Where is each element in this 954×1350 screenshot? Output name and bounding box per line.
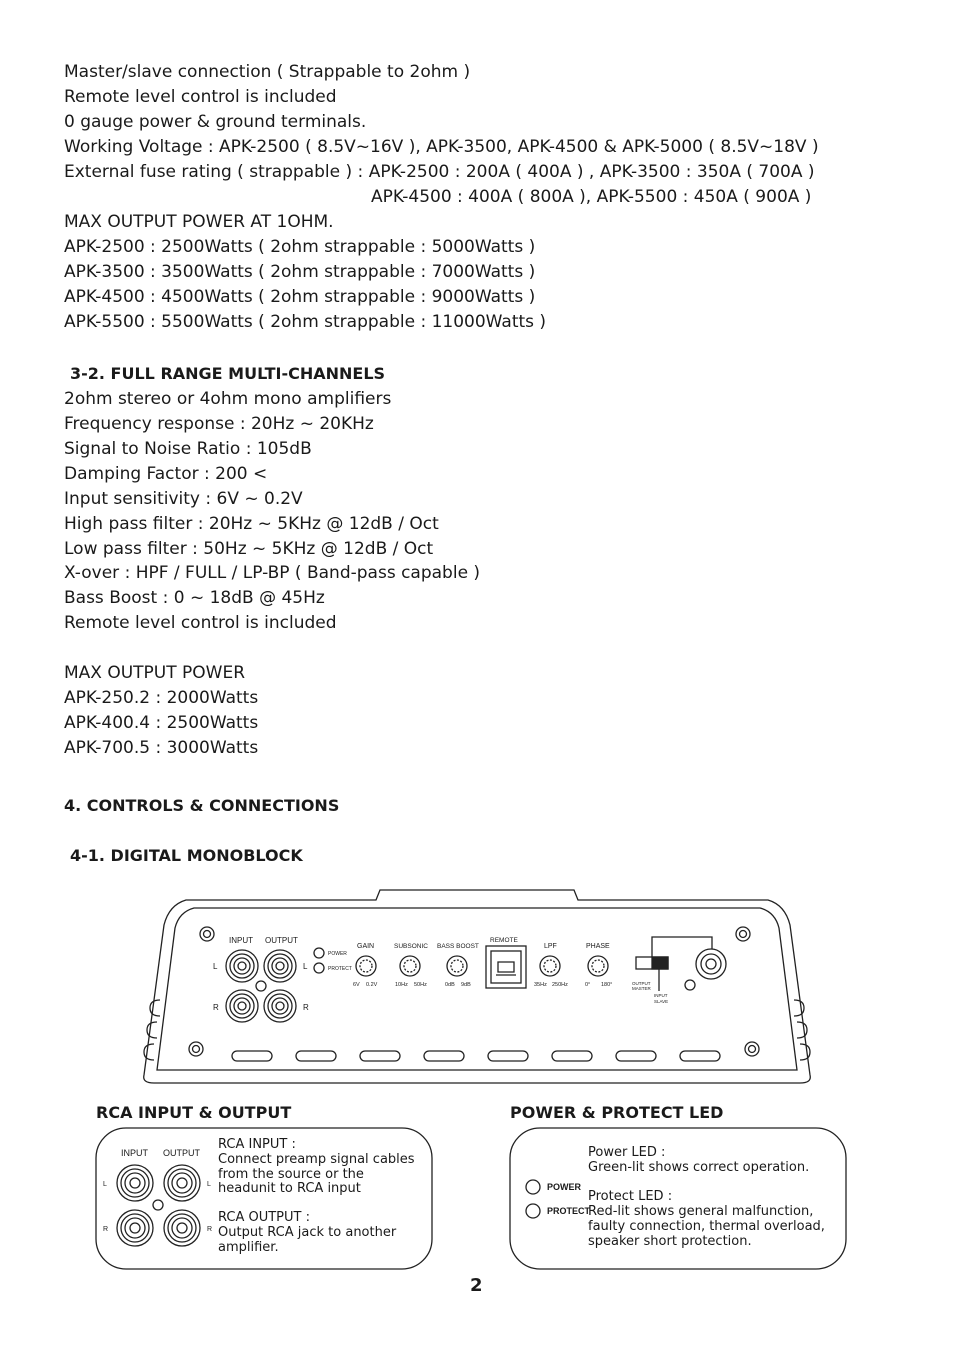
power-line: APK-250.2 : 2000Watts — [64, 688, 259, 708]
page-number: 2 — [470, 1275, 483, 1296]
spec-line: Input sensitivity : 6V ~ 0.2V — [64, 489, 303, 509]
panel-bb-max: 9dB — [461, 982, 471, 988]
section-heading-3-2: 3-2. FULL RANGE MULTI-CHANNELS — [70, 364, 386, 383]
panel-input-label: INPUT — [229, 936, 253, 945]
spec-line: Signal to Noise Ratio : 105dB — [64, 439, 312, 459]
rca-box-r-label: R — [103, 1226, 109, 1233]
rca-box-title: RCA INPUT & OUTPUT — [96, 1103, 292, 1122]
rca-box-text: Connect preamp signal cables — [218, 1152, 415, 1167]
spec-line: Damping Factor : 200 < — [64, 464, 268, 484]
panel-sub-min: 10Hz — [395, 982, 408, 988]
panel-bass-boost-label: BASS BOOST — [437, 943, 479, 950]
rca-box-text: from the source or the — [218, 1167, 364, 1182]
panel-remote-label: REMOTE — [490, 937, 518, 944]
panel-input-slave-label: SLAVE — [654, 999, 669, 1004]
led-box-text: Power LED : — [588, 1145, 666, 1160]
rca-box-l-label: L — [103, 1181, 107, 1188]
led-box-text: Protect LED : — [588, 1189, 673, 1204]
panel-gain-max: 0.2V — [366, 982, 378, 988]
panel-lpf-label: LPF — [544, 943, 557, 950]
panel-phase-max: 180° — [601, 982, 613, 988]
section-heading-4-1: 4-1. DIGITAL MONOBLOCK — [70, 846, 303, 865]
rca-box-text: Output RCA jack to another — [218, 1225, 397, 1240]
panel-l-label: L — [303, 962, 308, 971]
panel-output-master-label: OUTPUT — [632, 981, 651, 986]
panel-output-label: OUTPUT — [265, 936, 298, 945]
spec-line: APK-5500 : 5500Watts ( 2ohm strappable : 11000Watts ) — [64, 312, 547, 332]
panel-protect-label: PROTECT — [328, 966, 352, 972]
rca-box-text: amplifier. — [218, 1240, 279, 1255]
panel-phase-min: 0° — [585, 982, 591, 988]
power-line: MAX OUTPUT POWER — [64, 663, 246, 683]
panel-lpf-min: 35Hz — [534, 982, 547, 988]
panel-gain-label: GAIN — [357, 943, 375, 950]
panel-l-label: L — [213, 962, 218, 971]
panel-bb-min: 0dB — [445, 982, 455, 988]
panel-power-label: POWER — [328, 951, 347, 957]
spec-line: 2ohm stereo or 4ohm mono amplifiers — [64, 389, 392, 409]
spec-line: High pass filter : 20Hz ~ 5KHz @ 12dB / Oct — [64, 514, 439, 534]
rca-box-text: RCA OUTPUT : — [218, 1210, 310, 1225]
led-box-power-label: POWER — [547, 1182, 582, 1192]
spec-line: Frequency response : 20Hz ~ 20KHz — [64, 414, 374, 434]
rca-box-l-label: L — [207, 1181, 211, 1188]
panel-output-master-label: MASTER — [632, 986, 651, 991]
panel-phase-label: PHASE — [586, 943, 610, 950]
spec-line: Remote level control is included — [64, 613, 337, 633]
led-box-text: faulty connection, thermal overload, — [588, 1219, 825, 1234]
led-box-text: speaker short protection. — [588, 1234, 752, 1249]
panel-r-label: R — [213, 1003, 219, 1012]
panel-gain-min: 6V — [353, 982, 360, 988]
led-box-protect-label: PROTECT — [547, 1206, 591, 1216]
spec-line: Working Voltage : APK-2500 ( 8.5V~16V ), APK-3500, APK-4500 & APK-5000 ( 8.5V~18V ) — [64, 137, 819, 157]
rca-box-text: headunit to RCA input — [218, 1181, 361, 1196]
spec-line: Low pass filter : 50Hz ~ 5KHz @ 12dB / Oct — [64, 539, 434, 559]
spec-line: APK-4500 : 400A ( 800A ), APK-5500 : 450A ( 900A ) — [371, 187, 812, 207]
panel-sub-max: 50Hz — [414, 982, 427, 988]
spec-line: APK-3500 : 3500Watts ( 2ohm strappable : 7000Watts ) — [64, 262, 536, 282]
spec-line: 0 gauge power & ground terminals. — [64, 112, 367, 132]
spec-line: Bass Boost : 0 ~ 18dB @ 45Hz — [64, 588, 325, 608]
led-box-text: Green-lit shows correct operation. — [588, 1160, 810, 1175]
power-line: APK-400.4 : 2500Watts — [64, 713, 259, 733]
spec-line: APK-4500 : 4500Watts ( 2ohm strappable : 9000Watts ) — [64, 287, 536, 307]
spec-line: External fuse rating ( strappable ) : APK-2500 : 200A ( 400A ) , APK-3500 : 350A ( 700A ) — [64, 162, 815, 182]
panel-r-label: R — [303, 1003, 309, 1012]
spec-line: Remote level control is included — [64, 87, 337, 107]
rca-box-r-label: R — [207, 1226, 213, 1233]
rca-box-output-label: OUTPUT — [163, 1148, 200, 1158]
panel-input-slave-label: INPUT — [654, 993, 668, 998]
rca-box-input-label: INPUT — [121, 1148, 148, 1158]
panel-lpf-max: 250Hz — [552, 982, 568, 988]
panel-subsonic-label: SUBSONIC — [394, 943, 428, 950]
led-box-title: POWER & PROTECT LED — [510, 1103, 724, 1122]
power-line: APK-700.5 : 3000Watts — [64, 738, 259, 758]
section-heading-4: 4. CONTROLS & CONNECTIONS — [64, 796, 340, 815]
spec-line: APK-2500 : 2500Watts ( 2ohm strappable : 5000Watts ) — [64, 237, 536, 257]
rca-box-text: RCA INPUT : — [218, 1137, 296, 1152]
led-box-text: Red-lit shows general malfunction, — [588, 1204, 814, 1219]
spec-line: Master/slave connection ( Strappable to 2ohm ) — [64, 62, 471, 82]
spec-line: X-over : HPF / FULL / LP-BP ( Band-pass capable ) — [64, 563, 481, 583]
spec-line: MAX OUTPUT POWER AT 1OHM. — [64, 212, 334, 232]
